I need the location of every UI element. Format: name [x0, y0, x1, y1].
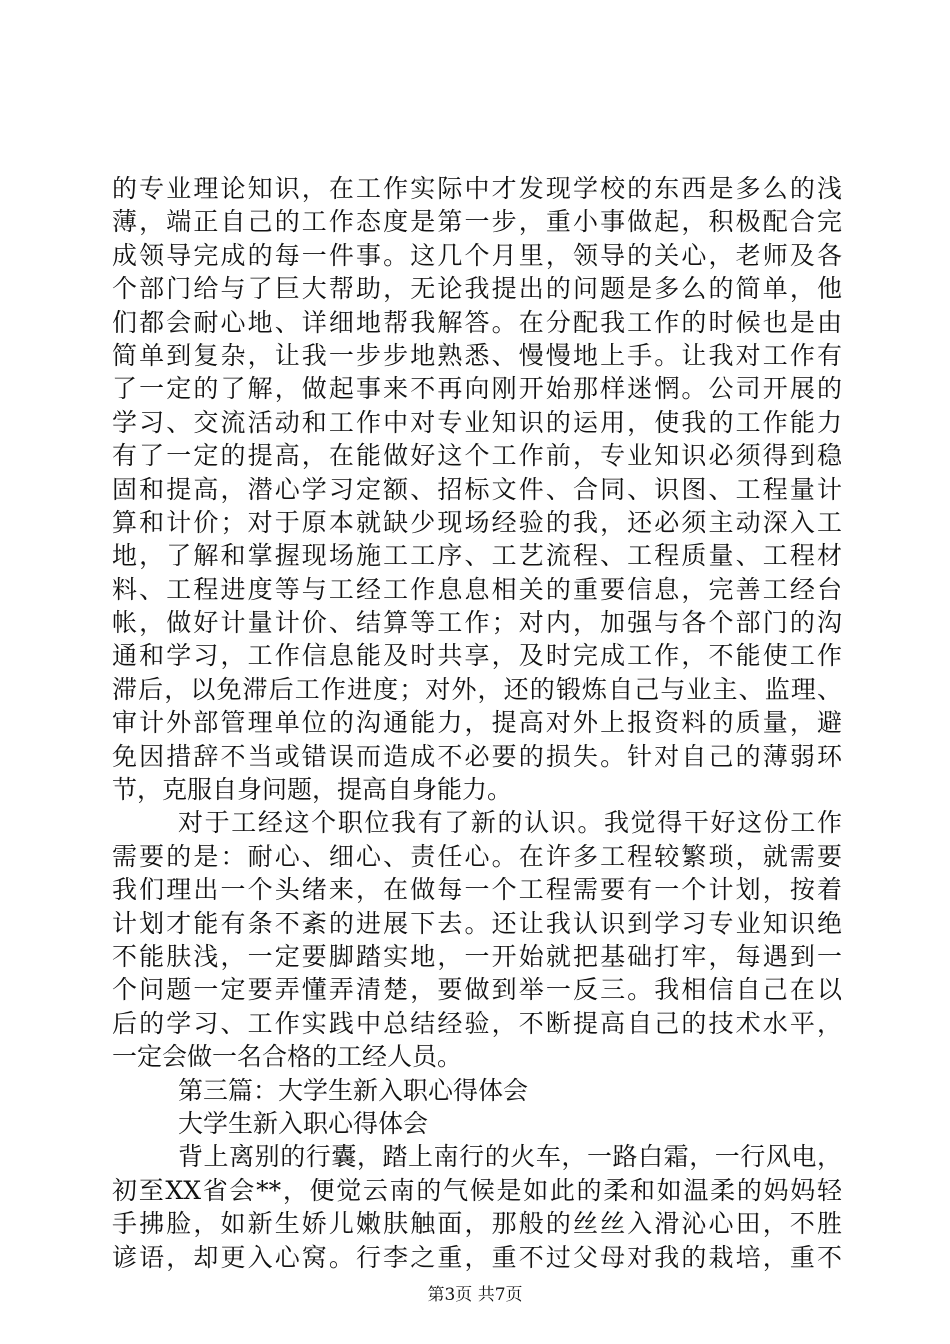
- text-line: 料、工程进度等与工经工作息息相关的重要信息，完善工经台: [112, 574, 842, 604]
- text-line: 手拂脸，如新生娇儿嫩肤触面，那般的丝丝入滑沁心田，不胜: [112, 1209, 842, 1239]
- text-line: 个问题一定要弄懂弄清楚，要做到举一反三。我相信自己在以: [112, 975, 842, 1005]
- text-line: 的专业理论知识，在工作实际中才发现学校的东西是多么的浅: [112, 174, 842, 203]
- text-line: 通和学习，工作信息能及时共享，及时完成工作，不能使工作: [112, 641, 842, 671]
- text-line: 大学生新入职心得体会: [178, 1108, 429, 1138]
- text-line: 薄，端正自己的工作态度是第一步，重小事做起，积极配合完: [112, 207, 842, 237]
- text-line: 不能肤浅，一定要脚踏实地，一开始就把基础打牢，每遇到一: [112, 941, 842, 971]
- text-line: 地，了解和掌握现场施工工序、工艺流程、工程质量、工程材: [112, 541, 842, 571]
- text-line: 一定会做一名合格的工经人员。: [112, 1042, 463, 1072]
- text-line: 滞后，以免滞后工作进度；对外，还的锻炼自己与业主、监理、: [112, 674, 842, 704]
- body-text: [112, 172, 842, 1274]
- text-line: 节，克服自身问题，提高自身能力。: [112, 775, 513, 805]
- text-line: 对于工经这个职位我有了新的认识。我觉得干好这份工作: [178, 808, 842, 838]
- text-line: 谚语，却更入心窝。行李之重，重不过父母对我的栽培，重不: [112, 1242, 842, 1272]
- text-line: 初至XX省会**，便觉云南的气候是如此的柔和如温柔的妈妈轻: [112, 1175, 842, 1205]
- text-line: 后的学习、工作实践中总结经验，不断提高自己的技术水平，: [112, 1008, 842, 1038]
- text-line: 需要的是：耐心、细心、责任心。在许多工程较繁琐，就需要: [112, 841, 842, 871]
- text-line: 算和计价；对于原本就缺少现场经验的我，还必须主动深入工: [112, 507, 842, 537]
- text-line: 背上离别的行囊，踏上南行的火车，一路白霜，一行风电，: [178, 1142, 842, 1172]
- text-line: 第三篇：大学生新入职心得体会: [178, 1075, 529, 1105]
- text-line: 成领导完成的每一件事。这几个月里，领导的关心，老师及各: [112, 240, 842, 270]
- text-line: 有了一定的提高，在能做好这个工作前，专业知识必须得到稳: [112, 441, 842, 471]
- text-line: 简单到复杂，让我一步步地熟悉、慢慢地上手。让我对工作有: [112, 340, 842, 370]
- text-line: 免因措辞不当或错误而造成不必要的损失。针对自己的薄弱环: [112, 741, 842, 771]
- text-line: 帐，做好计量计价、结算等工作；对内，加强与各个部门的沟: [112, 608, 842, 638]
- text-line: 了一定的了解，做起事来不再向刚开始那样迷惘。公司开展的: [112, 374, 842, 404]
- text-line: 计划才能有条不紊的进展下去。还让我认识到学习专业知识绝: [112, 908, 842, 938]
- text-line: 我们理出一个头绪来，在做每一个工程需要有一个计划，按着: [112, 875, 842, 905]
- text-line: 们都会耐心地、详细地帮我解答。在分配我工作的时候也是由: [112, 307, 842, 337]
- text-line: 审计外部管理单位的沟通能力，提高对外上报资料的质量，避: [112, 708, 842, 738]
- text-line: 学习、交流活动和工作中对专业知识的运用，使我的工作能力: [112, 407, 842, 437]
- page-footer: 第3页 共7页: [427, 1285, 523, 1305]
- text-line: 个部门给与了巨大帮助，无论我提出的问题是多么的简单，他: [112, 274, 842, 304]
- text-line: 固和提高，潜心学习定额、招标文件、合同、识图、工程量计: [112, 474, 842, 504]
